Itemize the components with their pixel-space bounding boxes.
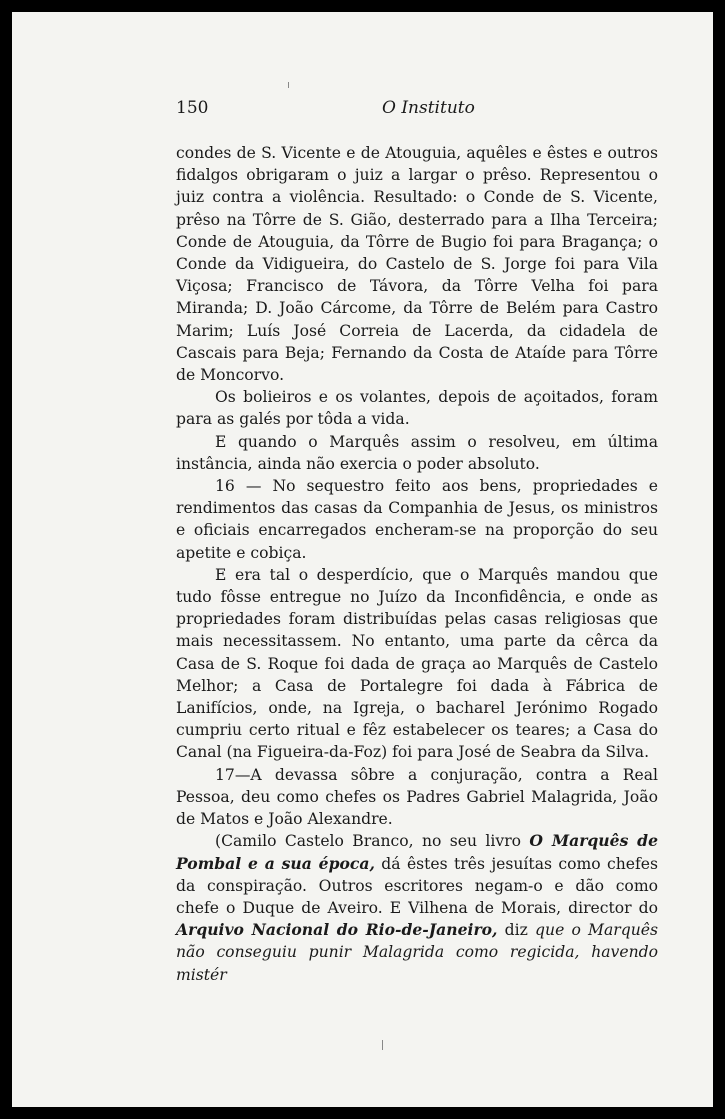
paragraph-7 <box>176 830 658 985</box>
p7-text-e: diz <box>497 921 536 940</box>
paragraph-3: E quando o Marquês assim o resolveu, em última instância, ainda não exercia o poder absoluto. <box>176 432 658 473</box>
paragraph-4: 16 — No sequestro feito aos bens, propriedades e rendimentos das casas da Companhia de Jesus, os ministros e oficiais encarregados encheram-se na proporção do seu apetite e cobiça. <box>176 477 658 562</box>
paragraph-1: condes de S. Vicente e de Atouguia, aquêles e êstes e outros fidalgos obrigaram o juiz a largar o prêso. Representou o juiz contra a violência. Resultado: o Conde de S. Vicente, prêso na Tôrre de S. Gião, desterrado para a Ilha Terceira; Conde de Atouguia, da Tôrre de Bugio foi para Bragança; o Conde da Vidigueira, do Castelo de S. Jorge foi para Vila Viçosa; Francisco de Távora, da Tôrre Velha foi para Miranda; D. João Cárcome, da Tôrre de Belém para Castro Marim; Luís José Correia de Lacerda, da cidadela de Cascais para Beja; Fernando da Costa de Ataíde para Tôrre de Moncorvo. <box>176 144 658 385</box>
page-number: 150 <box>176 98 209 118</box>
page-header <box>176 98 656 122</box>
p7-text-c: dá êstes três jesuítas como chefes da conspiração. Outros escritores negam-o e dão como chefe o Duque de Aveiro. E Vilhena de Morais, director do <box>176 854 658 917</box>
p7-text-a: (Camilo Castelo Branco, no seu livro <box>215 832 530 851</box>
paragraph-6: 17—A devassa sôbre a conjuração, contra a Real Pessoa, deu como chefes os Padres Gabriel Malagrida, João de Matos e João Alexandre. <box>176 765 658 829</box>
p7-institution-name: Arquivo Nacional do Rio-de-Janeiro, <box>176 920 498 940</box>
p7-quotation: que o Marquês não conseguiu punir Malagrida como regicida, havendo mistér <box>176 921 659 984</box>
p7-book-title: O Marquês de Pombal e a sua época, <box>176 831 659 873</box>
running-title: O Instituto <box>382 98 475 118</box>
scan-speck <box>288 82 289 88</box>
paragraph-5: E era tal o desperdício, que o Marquês mandou que tudo fôsse entregue no Juízo da Inconfidência, e onde as propriedades foram distribuídas pelas casas religiosas que mais necessitassem. No entanto, uma parte da cêrca da Casa de S. Roque foi dada de graça ao Marquês de Castelo Melhor; a Casa de Portalegre foi dada à Fábrica de Lanifícios, onde, na Igreja, o bacharel Jerónimo Rogado cumpriu certo ritual e fêz estabelecer os teares; a Casa do Canal (na Figueira-da-Foz) foi para José de Seabra da Silva. <box>176 565 658 762</box>
book-page <box>12 12 713 1107</box>
paragraph-2: Os bolieiros e os volantes, depois de açoitados, foram para as galés por tôda a vida. <box>176 388 658 429</box>
scan-speck <box>382 1040 383 1050</box>
body-text <box>176 142 658 986</box>
